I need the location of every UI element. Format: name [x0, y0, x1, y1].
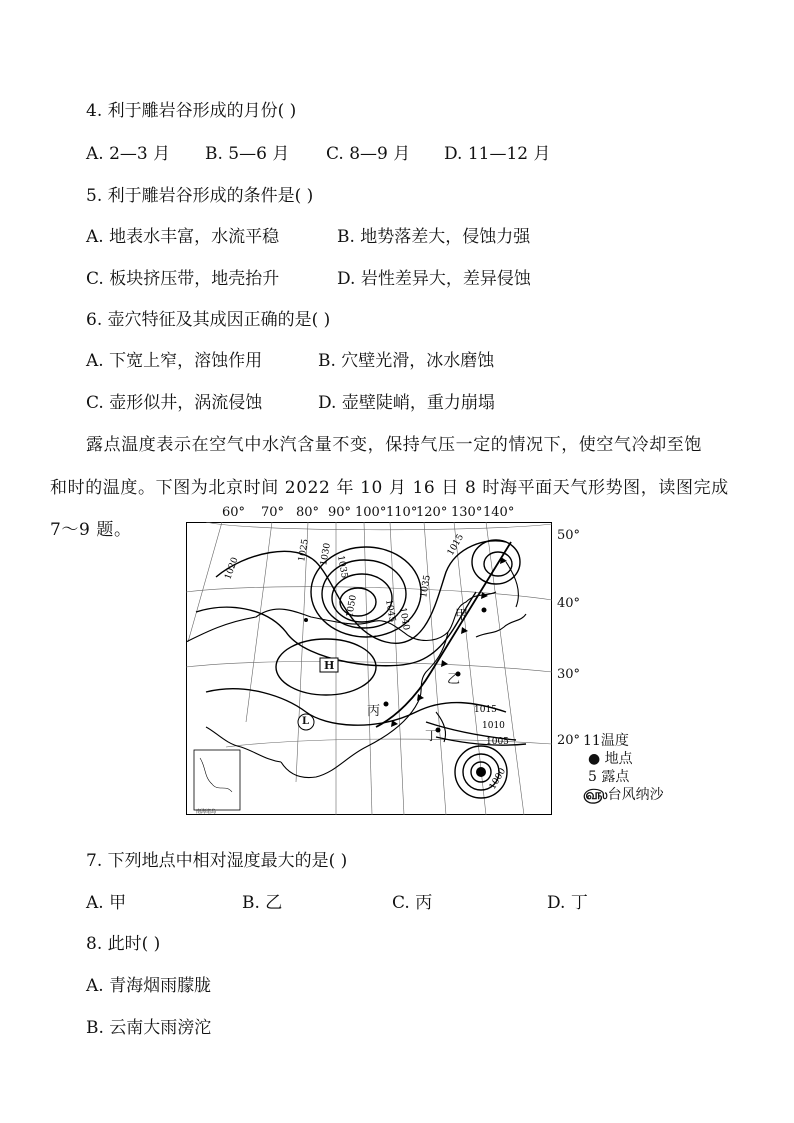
q6-option-d: D. 壶壁陡峭，重力崩塌: [318, 393, 495, 413]
q7-option-d: D. 丁: [547, 893, 588, 913]
weather-map: [186, 522, 552, 815]
q5-option-d: D. 岩性差异大，差异侵蚀: [337, 269, 531, 289]
point-other: [304, 618, 308, 622]
inset-map: [194, 750, 240, 810]
lon-label: 60°: [222, 505, 246, 520]
passage-line-3: 7～9 题。: [50, 520, 132, 540]
q4-option-d: D. 11—12 月: [444, 144, 551, 164]
q7-stem: 7. 下列地点中相对湿度最大的是( ): [86, 851, 348, 871]
legend-typhoon: [583, 786, 664, 804]
lon-label: 80°: [296, 505, 320, 520]
isobar-label-1050: 1050: [345, 594, 359, 619]
q7-option-c: C. 丙: [392, 893, 433, 913]
q8-option-b: B. 云南大雨滂沱: [86, 1018, 212, 1038]
lon-label: 130°: [451, 505, 483, 520]
q6-option-b: B. 穴壁光滑，冰水磨蚀: [318, 351, 495, 371]
q4-option-c: C. 8—9 月: [326, 144, 411, 164]
typhoon-icon: ௵: [583, 787, 608, 803]
passage-line-1: 露点温度表示在空气中水汽含量不变，保持气压一定的情况下，使空气冷却至饱: [86, 435, 702, 455]
isobar-label-1020: 1020: [223, 556, 241, 582]
q6-stem: 6. 壶穴特征及其成因正确的是( ): [86, 310, 331, 330]
isobar-label-1010: 1010: [482, 721, 505, 731]
typhoon-symbol: [476, 767, 486, 777]
lon-label: 70°: [261, 505, 285, 520]
q5-option-b: B. 地势落差大，侵蚀力强: [337, 227, 531, 247]
lon-label: 90°: [328, 505, 352, 520]
point-jia: [482, 608, 487, 613]
q5-option-a: A. 地表水丰富，水流平稳: [86, 227, 280, 247]
place-label-bing: 丙: [367, 704, 381, 719]
low-label: L: [302, 716, 310, 727]
lon-label: 140°: [483, 505, 515, 520]
isobar-label-1035b: 1035: [419, 574, 433, 599]
legend-typhoon-label: 台风纳沙: [607, 787, 664, 803]
passage-line-2: 和时的温度。下图为北京时间 2022 年 10 月 16 日 8 时海平面天气形势图，读图完成: [50, 478, 729, 498]
lon-label: 120°: [416, 505, 448, 520]
q6-option-a: A. 下宽上窄，溶蚀作用: [86, 351, 263, 371]
high-label: H: [324, 659, 335, 672]
q4-stem: 4. 利于雕岩谷形成的月份( ): [86, 101, 297, 121]
place-label-ding: 丁: [425, 729, 439, 744]
q5-option-c: C. 板块挤压带，地壳抬升: [86, 269, 280, 289]
q6-option-c: C. 壶形似井，涡流侵蚀: [86, 393, 263, 413]
q8-stem: 8. 此时( ): [86, 934, 161, 954]
isobar-label-1045: 1045: [383, 598, 397, 624]
isobar-label-1015: 1015: [445, 532, 467, 558]
point-bing: [384, 702, 389, 707]
isobar-label-1025: 1025: [297, 538, 311, 563]
inset-label: 南海诸岛: [196, 809, 217, 815]
isobar-label-1035: 1035: [335, 554, 349, 580]
q4-option-b: B. 5—6 月: [205, 144, 290, 164]
q8-option-a: A. 青海烟雨朦胧: [86, 976, 212, 996]
lat-label: 30°: [557, 667, 581, 682]
isobar-label-1015b: 1015: [474, 705, 497, 715]
q7-option-b: B. 乙: [242, 893, 283, 913]
place-label-jia: 甲: [455, 608, 469, 623]
q7-option-a: A. 甲: [86, 893, 127, 913]
q5-stem: 5. 利于雕岩谷形成的条件是( ): [86, 186, 314, 206]
isobar-label-1005: 1005: [486, 737, 509, 747]
lat-label: 20°: [557, 733, 581, 748]
lat-label: 40°: [557, 596, 581, 611]
isobar-label-1000: 1000: [487, 766, 509, 792]
legend-dew: 5 露点: [588, 769, 630, 785]
legend-point-label: 地点: [604, 751, 633, 767]
lat-label: 50°: [557, 528, 581, 543]
isobar-label-1040: 1040: [397, 606, 411, 632]
legend-point: ● 地点: [588, 751, 633, 767]
legend-temp: 11温度: [583, 733, 629, 749]
place-label-yi: 乙: [447, 672, 461, 687]
lon-label: 110°: [386, 505, 418, 520]
lon-label: 100°: [355, 505, 387, 520]
q4-option-a: A. 2—3 月: [86, 144, 171, 164]
isobar-label-1030: 1030: [319, 542, 333, 567]
